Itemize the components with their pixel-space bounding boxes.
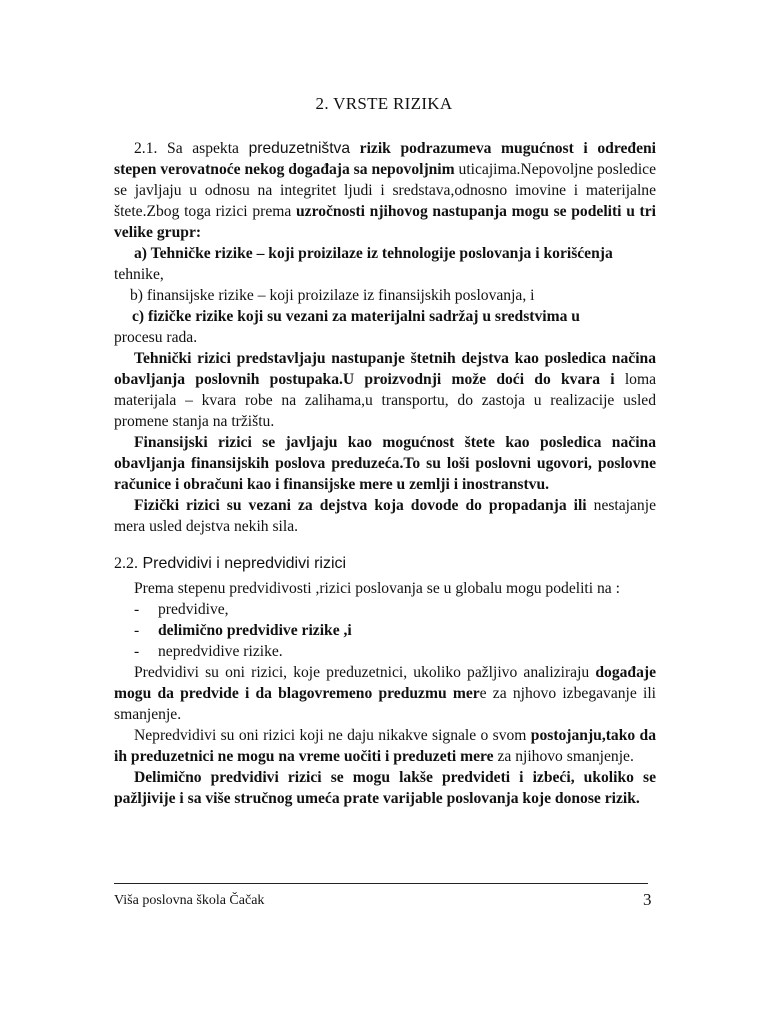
list-item-text: predvidive, [158,601,229,618]
text-run: uticajima.Nepovoljne posledice se javljaju u odnosu na integritet ljudi i sredstava,odnosno imovine i materijalne štete.Zbog toga rizici prema [114,161,657,220]
section-number: 2.1. [134,140,158,157]
paragraph-predictability: Prema stepenu predvidivosti ,rizici poslovanja se u globalu mogu podeliti na : [134,580,620,597]
paragraph-financial: Finansijski rizici se javljaju kao mogućnost štete kao posledica načina obavljanja finansijskih poslova preduzeća.To su loši poslovni ugovori, poslovne računice i obračuni kao i finansijske mere u zemlji i inostranstvu. [114,434,656,493]
text-run: za njihovo smanjenje. [493,748,634,765]
list-item-a: a) Tehničke rizike – koji proizilaze iz tehnologije poslovanja i korišćenja [134,245,613,262]
text-run: postojanju,tako da ih preduzetnici ne mogu na vreme uočiti i preduzeti mere [114,727,657,765]
page-title: 2. VRSTE RIZIKA [315,94,453,113]
section-2-1 [114,138,656,537]
list-item-b: b) finansijske rizike – koji proizilaze iz finansijskih poslovanja, i [130,287,535,304]
list-item-c: c) fizičke rizike koji su vezani za materijalni sadržaj u sredstvima u [132,308,580,325]
section-heading-text: Predvidivi i nepredvidivi rizici [138,555,347,572]
text-run: uzročnosti njihovog nastupanja mogu se podeliti u tri velike grupr: [114,203,657,241]
list-item [114,641,656,662]
paragraph-intro [114,138,656,243]
list-item [114,599,656,620]
paragraph-unpredictable [114,725,656,767]
risk-list [114,599,656,662]
footer-divider [114,883,648,884]
text-run: događaje mogu da predvide i da blagovremeno preduzmu mer [114,664,656,702]
page-number: 3 [643,890,652,909]
list-item-text: delimično predvidive rizike ,i [158,622,352,639]
text-run: nestajanje mera usled dejstva nekih sila. [114,497,656,535]
text-run: Tehnički rizici predstavljaju nastupanje štetnih dejstva kao posledica načina obavljanja poslovnih postupaka.U proizvodnji može doći do kvara i [114,350,656,388]
paragraph-partial: Delimično predvidivi rizici se mogu lakše predvideti i izbeći, ukoliko se pažljivije i sa više stručnog umeća prate varijable poslovanja koje donose rizik. [114,769,656,807]
text-run: podrazumeva mugućnost i određeni stepen verovatnoće nekog događaja sa nepovoljnim [114,140,657,178]
list-item-a-cont: tehnike, [114,266,164,283]
paragraph-physical [114,495,656,537]
list-dash: - [134,622,140,639]
paragraph-technical [114,348,656,432]
text-run: e za njhovo izbegavanje ili smanjenje. [114,685,656,723]
text-run: preduzetništva [248,140,351,157]
text-run: Predvidivi su oni rizici, koje preduzetnici, ukoliko pažljivo analiziraju [134,664,596,681]
list-dash: - [134,601,140,618]
list-dash: - [134,643,140,660]
list-item [114,620,656,641]
text-run: Sa aspekta [167,140,249,157]
text-run: Nepredvidivi su oni rizici koji ne daju nikakve signale o svom [134,727,531,744]
list-item-text: nepredvidive rizike. [158,643,283,660]
text-run: rizik [350,140,401,157]
section-2-2 [114,578,656,809]
section-2-2-heading [114,555,346,573]
section-number: 2.2. [114,555,138,572]
text-run: Fizički rizici su vezani za dejstva koja dovode do propadanja ili [134,497,587,514]
list-item-c-cont: procesu rada. [114,329,198,346]
text-run: loma materijala – kvara robe na zalihama,u transportu, do zastoja u realizacije usled promene stanja na tržištu. [114,371,656,430]
paragraph-predictable [114,662,656,725]
footer-school: Viša poslovna škola Čačak [114,893,265,908]
